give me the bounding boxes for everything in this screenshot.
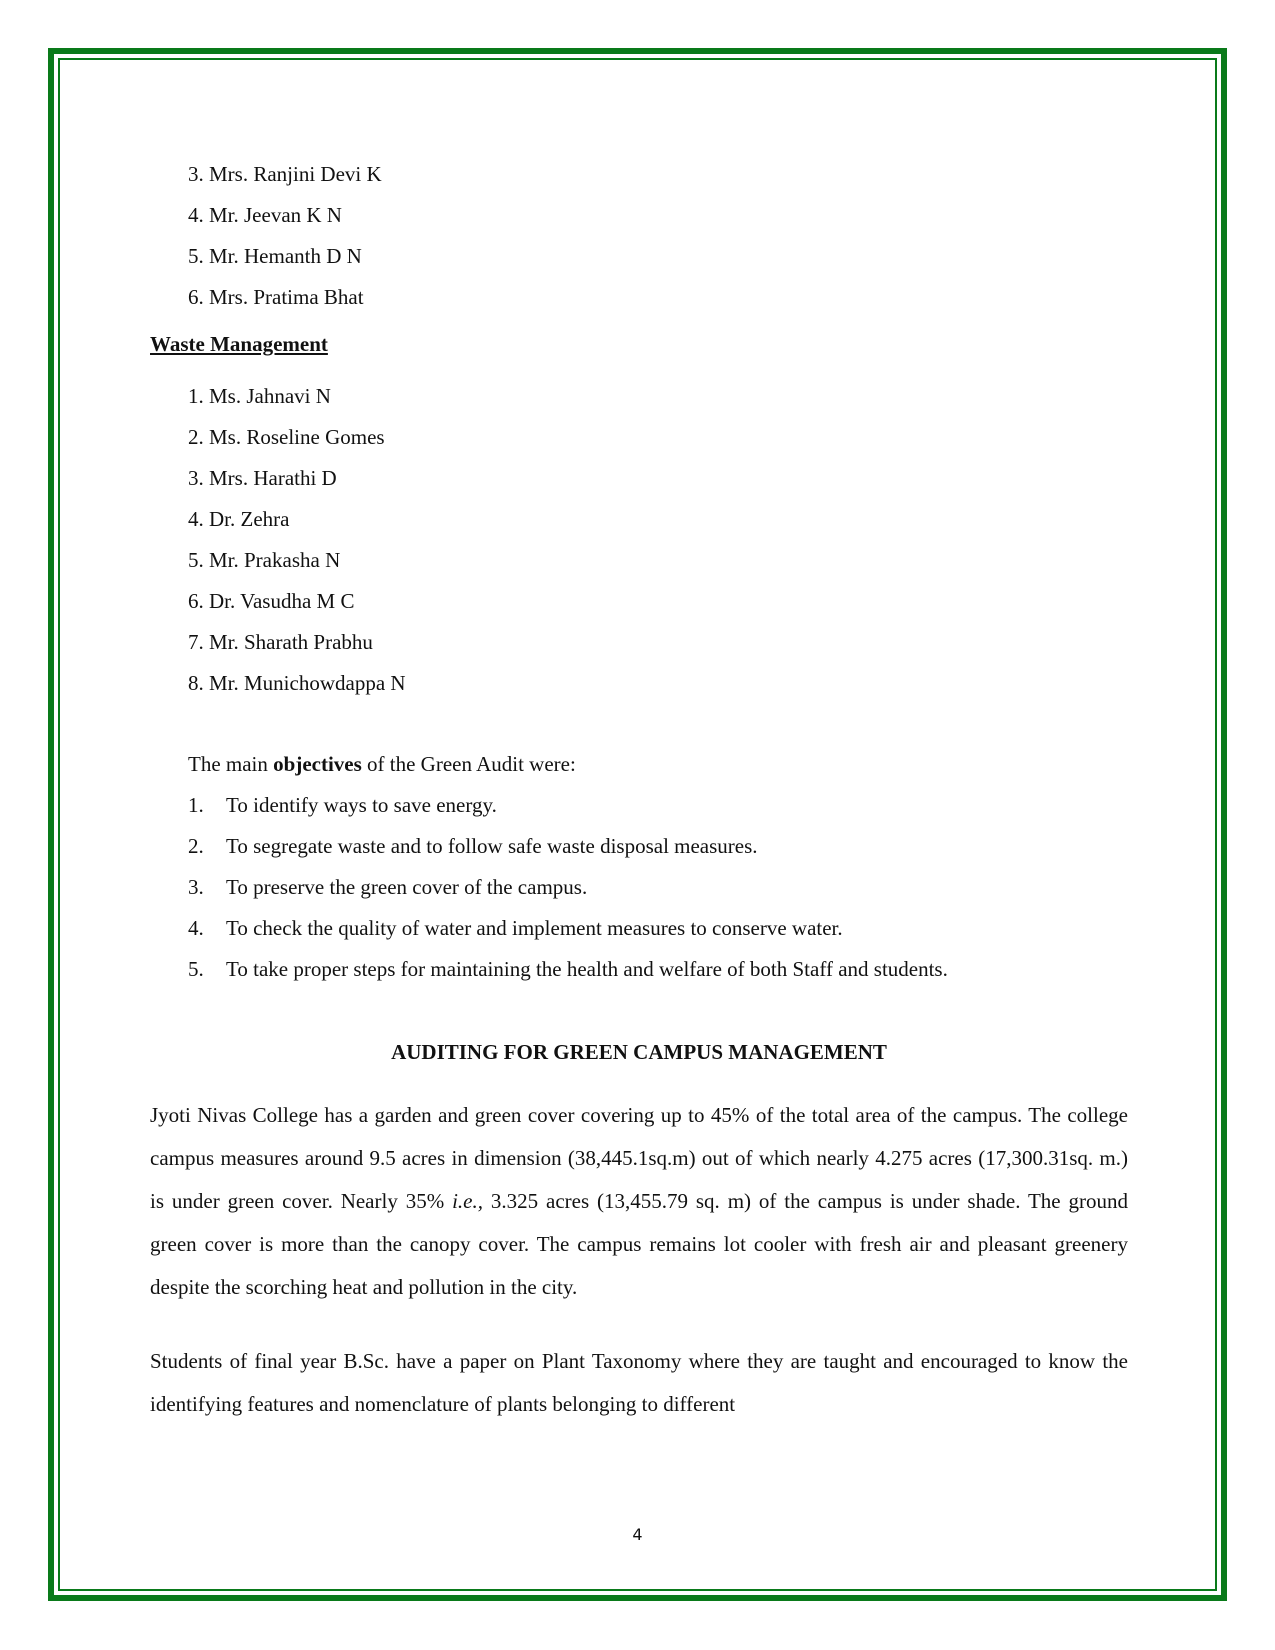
objective-text: To identify ways to save energy.	[226, 793, 497, 817]
objectives-keyword: objectives	[273, 752, 362, 776]
objectives-intro	[188, 752, 576, 777]
objective-number: 3.	[188, 875, 204, 899]
objective-text: To take proper steps for maintaining the health and welfare of both Staff and students.	[226, 957, 948, 981]
objective-number: 2.	[188, 834, 204, 858]
list-item: 4. Mr. Jeevan K N	[188, 203, 342, 227]
objective-number: 5.	[188, 957, 204, 981]
taxonomy-paragraph: Students of final year B.Sc. have a paper on Plant Taxonomy where they are taught and encouraged to know the identifying features and nomenclature of plants belonging to different	[150, 1349, 1128, 1416]
list-item: 5. Mr. Hemanth D N	[188, 244, 362, 268]
list-item: 2. Ms. Roseline Gomes	[188, 425, 385, 449]
list-item: 7. Mr. Sharath Prabhu	[188, 630, 373, 654]
list-item: 6. Mrs. Pratima Bhat	[188, 285, 364, 309]
objective-number: 1.	[188, 793, 204, 817]
objective-text: To preserve the green cover of the campus.	[226, 875, 588, 899]
paragraph-italic: i.e.,	[452, 1189, 483, 1213]
paragraph-text: Jyoti Nivas College has a garden and green cover covering up to 45% of the total area of the campus. The college campus measures around 9.5 acres in dimension (38,445.1sq.m) out of which nearly 4.275 acres (17,300.31sq. m.) is under green cover. Nearly 35%	[150, 1103, 1128, 1213]
waste-management-heading: Waste Management	[150, 332, 328, 356]
list-item: 8. Mr. Munichowdappa N	[188, 671, 406, 695]
objective-text: To check the quality of water and implement measures to conserve water.	[226, 916, 843, 940]
list-item: 1. Ms. Jahnavi N	[188, 384, 331, 408]
page-number: 4	[632, 1525, 643, 1544]
objectives-intro-text: of the Green Audit were:	[361, 752, 576, 776]
list-item: 3. Mrs. Ranjini Devi K	[188, 162, 382, 186]
auditing-heading: AUDITING FOR GREEN CAMPUS MANAGEMENT	[391, 1040, 887, 1064]
objectives-intro-text: The main	[188, 752, 274, 776]
paragraph-text: 3.325 acres (13,455.79 sq. m) of the campus is under shade. The ground green cover is more than the canopy cover. The campus remains lot cooler with fresh air and pleasant greenery despite the scorching heat and pollution in the city.	[150, 1189, 1128, 1299]
auditing-paragraph	[150, 1094, 1128, 1309]
objective-text: To segregate waste and to follow safe waste disposal measures.	[226, 834, 758, 858]
objective-number: 4.	[188, 916, 204, 940]
list-item: 5. Mr. Prakasha N	[188, 548, 341, 572]
list-item: 4. Dr. Zehra	[188, 507, 290, 531]
list-item: 6. Dr. Vasudha M C	[188, 589, 355, 613]
list-item: 3. Mrs. Harathi D	[188, 466, 337, 490]
